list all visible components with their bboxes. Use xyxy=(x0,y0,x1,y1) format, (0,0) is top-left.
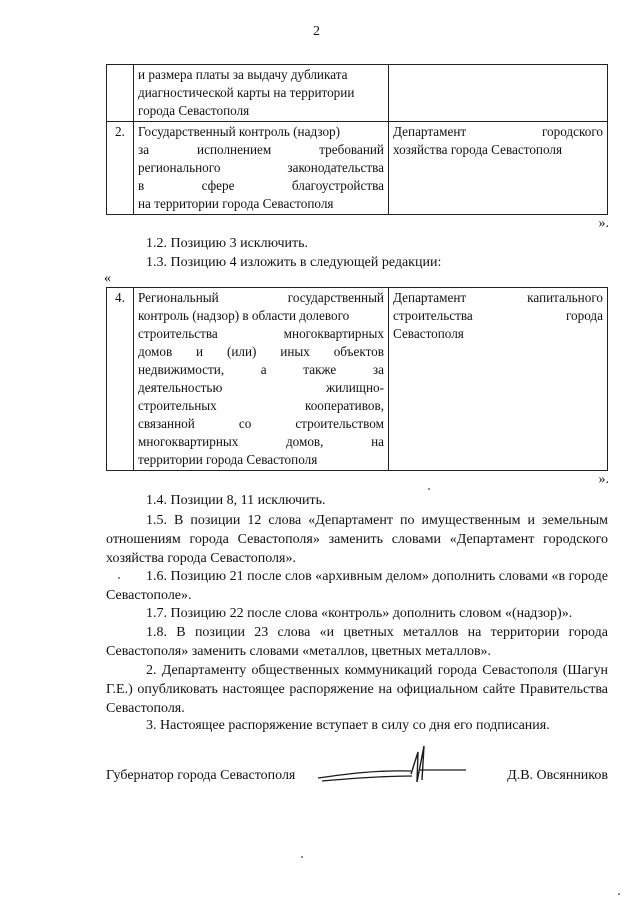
scan-speck xyxy=(428,488,430,490)
department-cell xyxy=(389,65,608,122)
scan-speck xyxy=(618,893,620,895)
scan-speck xyxy=(301,856,303,858)
scan-speck xyxy=(118,577,120,579)
closing-quote: ». xyxy=(598,472,609,487)
department-line: хозяйства города Севастополя xyxy=(393,142,563,157)
description-line: недвижимости, а также за xyxy=(138,362,384,377)
description-line: за исполнением требований xyxy=(138,142,384,157)
paragraph-1-2: 1.2. Позицию 3 исключить. xyxy=(146,236,309,251)
signatory-name: Д.В. Овсянников xyxy=(507,768,608,783)
department-line: Департамент капитального xyxy=(393,290,603,305)
position-description-cell xyxy=(134,65,389,122)
paragraph-1-3: 1.3. Позицию 4 изложить в следующей редакции: xyxy=(146,255,442,270)
signature-block xyxy=(106,768,608,790)
paragraph-3: 3. Настоящее распоряжение вступает в силу со дня его подписания. xyxy=(146,718,550,733)
paragraph-1-6: 1.6. Позицию 21 после слов «архивным делом» дополнить словами «в городе Севастополе». xyxy=(106,569,608,603)
description-line: города Севастополя xyxy=(138,103,250,118)
description-line: контроль (надзор) в области долевого xyxy=(138,308,350,323)
department-cell xyxy=(389,288,608,471)
department-cell xyxy=(389,122,608,215)
table-position-4 xyxy=(106,287,608,471)
paragraph-1-4: 1.4. Позиции 8, 11 исключить. xyxy=(146,493,326,508)
description-line: и размера платы за выдачу дубликата xyxy=(138,67,348,82)
paragraph-1-5: 1.5. В позиции 12 слова «Департамент по имущественным и земельным отношениям города Севастополя» заменить словами «Департамент городского хозяйства города Севастополя». xyxy=(106,513,608,566)
table-row xyxy=(107,122,608,215)
handwritten-signature xyxy=(316,740,466,790)
description-line: регионального законодательства xyxy=(138,160,384,175)
department-line: строительства города xyxy=(393,308,603,323)
description-line: Государственный контроль (надзор) xyxy=(138,124,341,139)
paragraph-1-7: 1.7. Позицию 22 после слова «контроль» дополнить словом «(надзор)». xyxy=(146,606,573,621)
description-line: многоквартирных домов, на xyxy=(138,434,384,449)
description-line: диагностической карты на территории xyxy=(138,85,355,100)
description-line: территории города Севастополя xyxy=(138,452,318,467)
description-line: связанной со строительством xyxy=(138,416,384,431)
description-line: Региональный государственный xyxy=(138,290,384,305)
description-line: домов и (или) иных объектов xyxy=(138,344,384,359)
closing-quote: ». xyxy=(598,216,609,231)
opening-quote: « xyxy=(104,271,111,286)
description-line: строительных кооперативов, xyxy=(138,398,384,413)
signatory-title: Губернатор города Севастополя xyxy=(106,768,296,783)
table-continuation xyxy=(106,64,608,215)
row-number-cell: 2. xyxy=(107,122,134,215)
paragraph-1-8: 1.8. В позиции 23 слова «и цветных металлов на территории города Севастополя» заменить словами «металлов, цветных металлов». xyxy=(106,625,608,659)
position-description-cell xyxy=(134,288,389,471)
department-line: Департамент городского xyxy=(393,124,603,139)
department-line: Севастополя xyxy=(393,326,464,341)
description-line: деятельностью жилищно- xyxy=(138,380,384,395)
row-number-cell: 4. xyxy=(107,288,134,471)
paragraph-2: 2. Департаменту общественных коммуникаций города Севастополя (Шагун Г.Е.) опубликовать настоящее распоряжение на официальном сайте Правительства Севастополя. xyxy=(106,663,608,716)
page-number: 2 xyxy=(313,24,320,39)
description-line: на территории города Севастополя xyxy=(138,196,334,211)
position-description-cell xyxy=(134,122,389,215)
table-row xyxy=(107,288,608,471)
table-row xyxy=(107,65,608,122)
row-number-cell xyxy=(107,65,134,122)
description-line: в сфере благоустройства xyxy=(138,178,384,193)
description-line: строительства многоквартирных xyxy=(138,326,384,341)
